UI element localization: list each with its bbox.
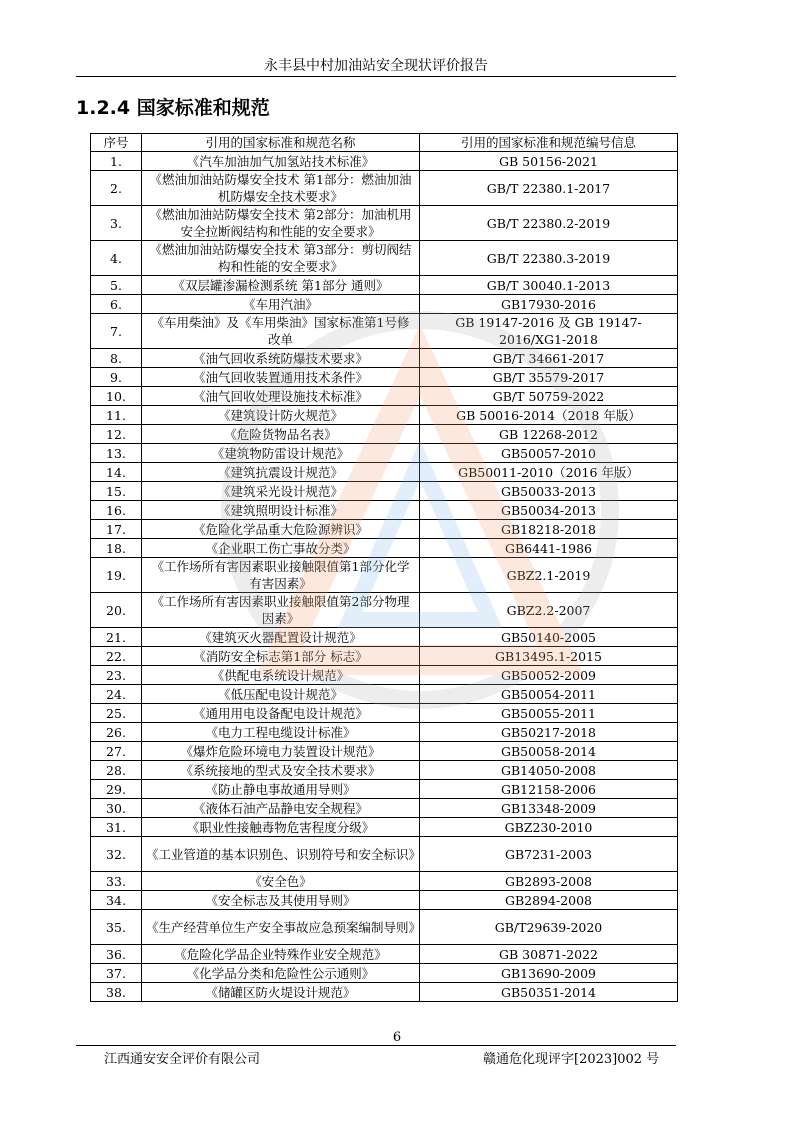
cell-standard-code: GB50054-2011 xyxy=(420,685,678,704)
cell-no: 24. xyxy=(91,685,142,704)
cell-standard-name: 《低压配电设计规范》 xyxy=(142,685,420,704)
cell-standard-name: 《建筑采光设计规范》 xyxy=(142,482,420,501)
table-row xyxy=(91,241,678,276)
footer-company: 江西通安安全评价有限公司 xyxy=(104,1052,261,1067)
header-divider xyxy=(76,76,676,77)
cell-no: 27. xyxy=(91,742,142,761)
cell-standard-name: 《车用柴油》及《车用柴油》国家标准第1号修改单 xyxy=(142,314,420,349)
cell-standard-code: GB50217-2018 xyxy=(420,723,678,742)
cell-standard-name: 《油气回收处理设施技术标准》 xyxy=(142,387,420,406)
cell-standard-code: GB/T 30040.1-2013 xyxy=(420,276,678,295)
cell-no: 19. xyxy=(91,558,142,593)
cell-standard-code: GB/T 35579-2017 xyxy=(420,368,678,387)
table-row xyxy=(91,628,678,647)
table-row xyxy=(91,945,678,964)
cell-standard-code: GB13348-2009 xyxy=(420,799,678,818)
footer-divider xyxy=(76,1045,676,1046)
table-row xyxy=(91,501,678,520)
cell-no: 13. xyxy=(91,444,142,463)
header-name: 引用的国家标准和规范名称 xyxy=(142,134,420,152)
cell-no: 25. xyxy=(91,704,142,723)
cell-standard-code: GB13690-2009 xyxy=(420,964,678,983)
table-row xyxy=(91,444,678,463)
table-row xyxy=(91,387,678,406)
table-row xyxy=(91,171,678,206)
cell-standard-name: 《爆炸危险环境电力装置设计规范》 xyxy=(142,742,420,761)
cell-standard-name: 《车用汽油》 xyxy=(142,295,420,314)
cell-standard-code: GB/T29639-2020 xyxy=(420,910,678,945)
table-row xyxy=(91,704,678,723)
page-header-title: 永丰县中村加油站安全现状评价报告 xyxy=(264,58,488,74)
cell-standard-code: GB 50016-2014（2018 年版） xyxy=(420,406,678,425)
cell-no: 29. xyxy=(91,780,142,799)
table-row xyxy=(91,425,678,444)
cell-standard-code: GB14050-2008 xyxy=(420,761,678,780)
cell-standard-code: GB7231-2003 xyxy=(420,837,678,872)
cell-standard-code: GB18218-2018 xyxy=(420,520,678,539)
standards-table xyxy=(90,133,678,1002)
cell-standard-name: 《燃油加油站防爆安全技术 第1部分：燃油加油机防爆安全技术要求》 xyxy=(142,171,420,206)
cell-no: 36. xyxy=(91,945,142,964)
cell-no: 7. xyxy=(91,314,142,349)
cell-no: 22. xyxy=(91,647,142,666)
cell-standard-name: 《燃油加油站防爆安全技术 第3部分：剪切阀结构和性能的安全要求》 xyxy=(142,241,420,276)
cell-no: 28. xyxy=(91,761,142,780)
cell-no: 15. xyxy=(91,482,142,501)
cell-no: 34. xyxy=(91,891,142,910)
cell-no: 30. xyxy=(91,799,142,818)
table-row xyxy=(91,818,678,837)
cell-standard-code: GBZ230-2010 xyxy=(420,818,678,837)
cell-standard-name: 《液体石油产品静电安全规程》 xyxy=(142,799,420,818)
cell-standard-name: 《消防安全标志第1部分 标志》 xyxy=(142,647,420,666)
cell-no: 18. xyxy=(91,539,142,558)
cell-standard-code: GB17930-2016 xyxy=(420,295,678,314)
cell-standard-code: GBZ2.2-2007 xyxy=(420,593,678,628)
standards-table-container xyxy=(90,133,677,1002)
cell-no: 6. xyxy=(91,295,142,314)
cell-standard-code: GB12158-2006 xyxy=(420,780,678,799)
cell-no: 9. xyxy=(91,368,142,387)
table-row xyxy=(91,964,678,983)
cell-standard-name: 《安全标志及其使用导则》 xyxy=(142,891,420,910)
cell-no: 8. xyxy=(91,349,142,368)
cell-no: 23. xyxy=(91,666,142,685)
table-row xyxy=(91,539,678,558)
table-row xyxy=(91,463,678,482)
cell-standard-code: GB13495.1-2015 xyxy=(420,647,678,666)
cell-standard-code: GB/T 22380.3-2019 xyxy=(420,241,678,276)
table-row xyxy=(91,520,678,539)
cell-standard-code: GBZ2.1-2019 xyxy=(420,558,678,593)
cell-standard-code: GB50055-2011 xyxy=(420,704,678,723)
cell-standard-code: GB50058-2014 xyxy=(420,742,678,761)
cell-standard-name: 《系统接地的型式及安全技术要求》 xyxy=(142,761,420,780)
cell-standard-code: GB 19147-2016 及 GB 19147-2016/XG1-2018 xyxy=(420,314,678,349)
cell-no: 11. xyxy=(91,406,142,425)
table-body xyxy=(91,152,678,1002)
section-heading: 1.2.4 国家标准和规范 xyxy=(76,97,270,119)
cell-standard-name: 《燃油加油站防爆安全技术 第2部分：加油机用安全拉断阀结构和性能的安全要求》 xyxy=(142,206,420,241)
header-code: 引用的国家标准和规范编号信息 xyxy=(420,134,678,152)
cell-standard-code: GB/T 50759-2022 xyxy=(420,387,678,406)
cell-standard-name: 《工业管道的基本识别色、识别符号和安全标识》 xyxy=(142,837,420,872)
table-row xyxy=(91,780,678,799)
table-row xyxy=(91,666,678,685)
cell-standard-name: 《油气回收系统防爆技术要求》 xyxy=(142,349,420,368)
cell-standard-code: GB50033-2013 xyxy=(420,482,678,501)
table-row xyxy=(91,368,678,387)
table-row xyxy=(91,723,678,742)
table-row xyxy=(91,276,678,295)
cell-standard-code: GB/T 34661-2017 xyxy=(420,349,678,368)
cell-standard-name: 《生产经营单位生产安全事故应急预案编制导则》 xyxy=(142,910,420,945)
table-row xyxy=(91,761,678,780)
cell-standard-name: 《化学品分类和危险性公示通则》 xyxy=(142,964,420,983)
cell-no: 14. xyxy=(91,463,142,482)
cell-no: 17. xyxy=(91,520,142,539)
cell-no: 31. xyxy=(91,818,142,837)
cell-no: 3. xyxy=(91,206,142,241)
table-row xyxy=(91,910,678,945)
cell-standard-name: 《油气回收装置通用技术条件》 xyxy=(142,368,420,387)
table-row xyxy=(91,206,678,241)
cell-no: 21. xyxy=(91,628,142,647)
cell-no: 12. xyxy=(91,425,142,444)
cell-standard-code: GB50140-2005 xyxy=(420,628,678,647)
cell-no: 1. xyxy=(91,152,142,171)
footer-report-number: 赣通危化现评字[2023]002 号 xyxy=(483,1052,660,1067)
table-row xyxy=(91,482,678,501)
cell-no: 35. xyxy=(91,910,142,945)
cell-standard-name: 《危险货物品名表》 xyxy=(142,425,420,444)
cell-standard-code: GB 12268-2012 xyxy=(420,425,678,444)
cell-no: 20. xyxy=(91,593,142,628)
cell-standard-code: GB6441-1986 xyxy=(420,539,678,558)
cell-no: 2. xyxy=(91,171,142,206)
table-row xyxy=(91,349,678,368)
table-row xyxy=(91,742,678,761)
cell-standard-name: 《危险化学品企业特殊作业安全规范》 xyxy=(142,945,420,964)
cell-standard-code: GB50034-2013 xyxy=(420,501,678,520)
cell-standard-code: GB50011-2010（2016 年版） xyxy=(420,463,678,482)
table-row xyxy=(91,799,678,818)
cell-standard-code: GB50057-2010 xyxy=(420,444,678,463)
cell-standard-name: 《双层罐渗漏检测系统 第1部分 通则》 xyxy=(142,276,420,295)
table-row xyxy=(91,837,678,872)
cell-standard-name: 《汽车加油加气加氢站技术标准》 xyxy=(142,152,420,171)
cell-standard-name: 《危险化学品重大危险源辨识》 xyxy=(142,520,420,539)
cell-no: 10. xyxy=(91,387,142,406)
table-row xyxy=(91,891,678,910)
cell-standard-name: 《建筑灭火器配置设计规范》 xyxy=(142,628,420,647)
header-no: 序号 xyxy=(91,134,142,152)
table-row xyxy=(91,295,678,314)
table-row xyxy=(91,152,678,171)
cell-no: 16. xyxy=(91,501,142,520)
cell-standard-code: GB 50156-2021 xyxy=(420,152,678,171)
table-row xyxy=(91,647,678,666)
cell-standard-name: 《供配电系统设计规范》 xyxy=(142,666,420,685)
cell-standard-code: GB50351-2014 xyxy=(420,983,678,1002)
cell-standard-name: 《企业职工伤亡事故分类》 xyxy=(142,539,420,558)
cell-standard-name: 《职业性接触毒物危害程度分级》 xyxy=(142,818,420,837)
cell-no: 37. xyxy=(91,964,142,983)
cell-standard-code: GB/T 22380.2-2019 xyxy=(420,206,678,241)
cell-standard-name: 《工作场所有害因素职业接触限值第2部分物理因素》 xyxy=(142,593,420,628)
cell-standard-name: 《电力工程电缆设计标准》 xyxy=(142,723,420,742)
table-row xyxy=(91,593,678,628)
cell-no: 33. xyxy=(91,872,142,891)
table-row xyxy=(91,558,678,593)
cell-standard-code: GB2893-2008 xyxy=(420,872,678,891)
cell-standard-name: 《建筑设计防火规范》 xyxy=(142,406,420,425)
cell-standard-code: GB50052-2009 xyxy=(420,666,678,685)
cell-standard-name: 《建筑抗震设计规范》 xyxy=(142,463,420,482)
cell-no: 4. xyxy=(91,241,142,276)
table-row xyxy=(91,685,678,704)
table-header-row xyxy=(91,134,678,152)
cell-standard-name: 《建筑物防雷设计规范》 xyxy=(142,444,420,463)
table-row xyxy=(91,983,678,1002)
cell-standard-name: 《通用用电设备配电设计规范》 xyxy=(142,704,420,723)
cell-no: 38. xyxy=(91,983,142,1002)
cell-no: 5. xyxy=(91,276,142,295)
cell-standard-name: 《防止静电事故通用导则》 xyxy=(142,780,420,799)
cell-no: 26. xyxy=(91,723,142,742)
table-row xyxy=(91,872,678,891)
page-number: 6 xyxy=(392,1030,402,1045)
cell-standard-name: 《储罐区防火堤设计规范》 xyxy=(142,983,420,1002)
table-row xyxy=(91,314,678,349)
cell-standard-name: 《工作场所有害因素职业接触限值第1部分化学有害因素》 xyxy=(142,558,420,593)
table-row xyxy=(91,406,678,425)
cell-standard-code: GB/T 22380.1-2017 xyxy=(420,171,678,206)
cell-standard-name: 《安全色》 xyxy=(142,872,420,891)
cell-standard-code: GB2894-2008 xyxy=(420,891,678,910)
cell-standard-name: 《建筑照明设计标准》 xyxy=(142,501,420,520)
cell-standard-code: GB 30871-2022 xyxy=(420,945,678,964)
cell-no: 32. xyxy=(91,837,142,872)
